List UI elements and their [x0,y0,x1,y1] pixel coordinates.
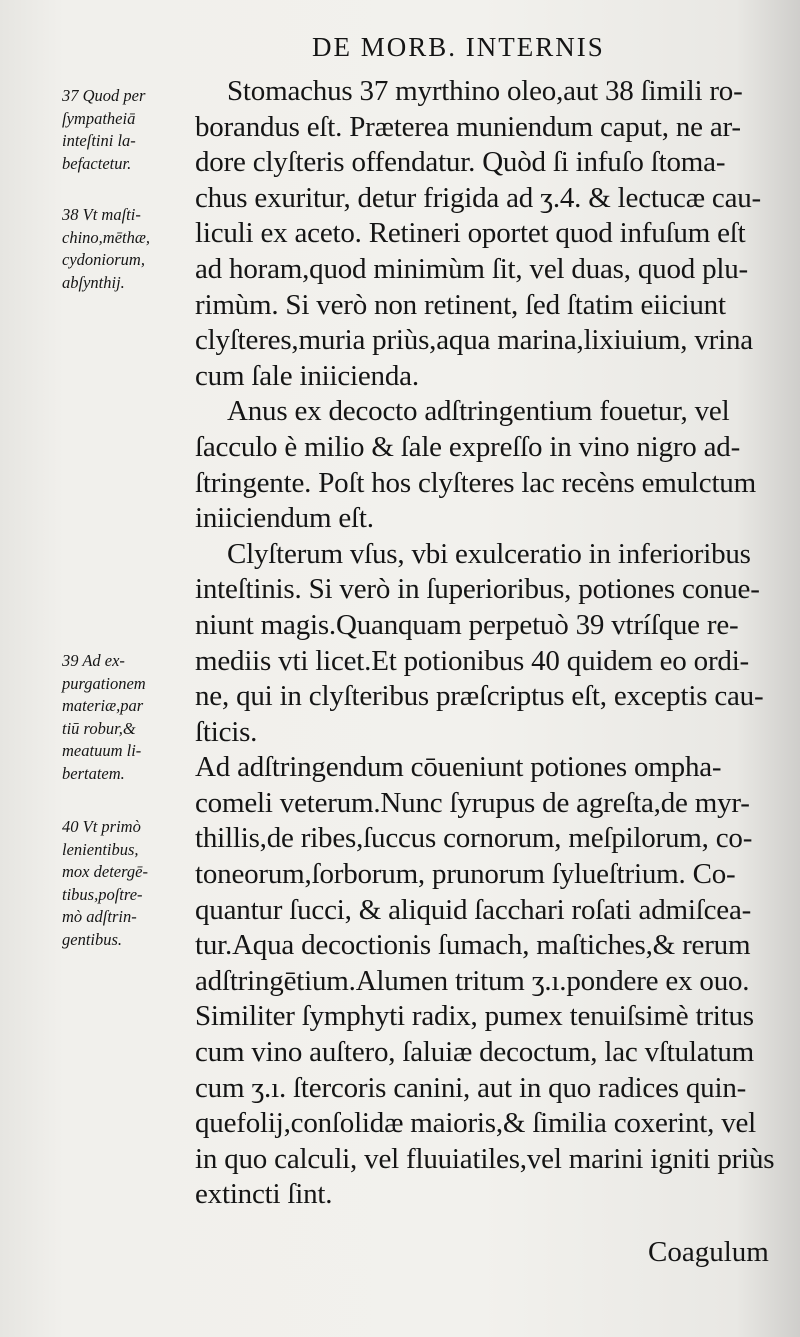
paragraph [195,537,770,751]
text-line: cum vino auſtero, ſaluiæ decoctum, lac vſtulatum [195,1036,754,1069]
text-line: quantur ſucci, & aliquid ſacchari roſati admiſcea- [195,893,752,926]
note-line: abſynthij. [62,272,125,292]
text-line: Stomachus 37 myrthino oleo,aut 38 ſimili ro- [227,75,743,107]
note-line: mò adſtrin- [62,907,137,926]
text-line: inteſtinis. Si verò in ſuperioribus, potiones conue- [195,573,760,606]
text-line: liculi ex aceto. Retineri oportet quod infuſum eſt [195,217,746,250]
note-line: cydoniorum, [62,250,145,269]
note-line: 37 Quod per [62,86,146,105]
note-line: tiū robur,& [62,718,136,738]
text-line: Ad adſtringendum cōueniunt potiones ompha- [195,751,722,784]
marginal-note-37 [62,85,197,175]
text-line: clyſteres,muria priùs,aqua marina,lixiuium, vrina [195,324,753,357]
main-text [195,74,775,1213]
text-line: toneorum,ſorborum, prunorum ſylueſtrium. Co- [195,858,736,891]
text-line: quefolij,conſolidæ maioris,& ſimilia coxerint, vel [195,1107,757,1140]
text-line: ſtringente. Poſt hos clyſteres lac recèns emulctum [195,466,756,499]
text-line: dore clyſteris offendatur. Quòd ſi infuſo ſtoma- [195,146,726,179]
text-line: ſticis. [195,715,258,748]
catchword: Coagulum [648,1236,769,1268]
marginal-note-40 [62,816,197,951]
text-line: adſtringētium.Alumen tritum ʒ.ı.pondere ex ouo. [195,964,750,997]
text-line: niunt magis.Quanquam perpetuò 39 vtríſque re- [195,608,739,641]
note-line: chino,mēthæ, [62,227,150,247]
text-line: in quo calculi, vel fluuiatiles,vel marini igniti priùs [195,1142,775,1175]
paragraph [195,74,770,394]
note-line: materiæ,par [62,696,144,715]
text-line: thillis,de ribes,ſuccus cornorum, meſpilorum, co- [195,822,753,855]
note-line: gentibus. [62,929,123,949]
text-line: rimùm. Si verò non retinent, ſed ſtatim eiiciunt [195,288,726,321]
note-line: tibus,poſtre- [62,884,143,904]
text-line: ad horam,quod minimùm ſit, vel duas, quod plu- [195,252,749,285]
text-line: Similiter ſymphyti radix, pumex tenuiſsimè tritus [195,1000,754,1033]
marginal-note-38 [62,204,197,294]
note-line: inteſtini la- [62,131,136,150]
note-line: purgationem [62,673,146,693]
text-line: Anus ex decocto adſtringentium fouetur, vel [227,395,730,428]
text-line: Clyſterum vſus, vbi exulceratio in inferioribus [227,537,751,570]
text-line: extincti ſint. [195,1178,333,1211]
text-line: ne, qui in clyſteribus præſcriptus eſt, exceptis cau- [195,680,764,713]
text-line: cum ʒ.ı. ſtercoris canini, aut in quo radices quin- [195,1071,747,1104]
note-line: mox detergē- [62,862,148,881]
text-line: chus exuritur, detur frigida ad ʒ.4. & lectucæ cau- [195,181,762,214]
text-line: ſacculo è milio & ſale expreſſo in vino nigro ad- [195,430,741,463]
text-line: mediis vti licet.Et potionibus 40 quidem eo ordi- [195,644,750,677]
note-line: 39 Ad ex- [62,651,125,670]
note-line: lenientibus, [62,839,139,859]
text-line: borandus eſt. Præterea muniendum caput, ne ar- [195,110,741,143]
text-line: tur.Aqua decoctionis ſumach, maſtiches,& rerum [195,929,751,962]
note-line: meatuum li- [62,741,142,760]
text-line: iniiciendum eſt. [195,502,374,535]
text-line: cum ſale iniicienda. [195,359,419,392]
note-line: 40 Vt primò [62,817,141,836]
paragraph [195,750,775,1213]
text-line: comeli veterum.Nunc ſyrupus de agreſta,de myr- [195,786,750,819]
paragraph [195,394,770,536]
note-line: bertatem. [62,763,125,783]
running-title: DE MORB. INTERNIS [312,32,605,62]
note-line: ſympatheiā [62,108,136,128]
marginal-note-39 [62,650,197,785]
note-line: befactetur. [62,153,132,173]
note-line: 38 Vt maſti- [62,205,141,224]
